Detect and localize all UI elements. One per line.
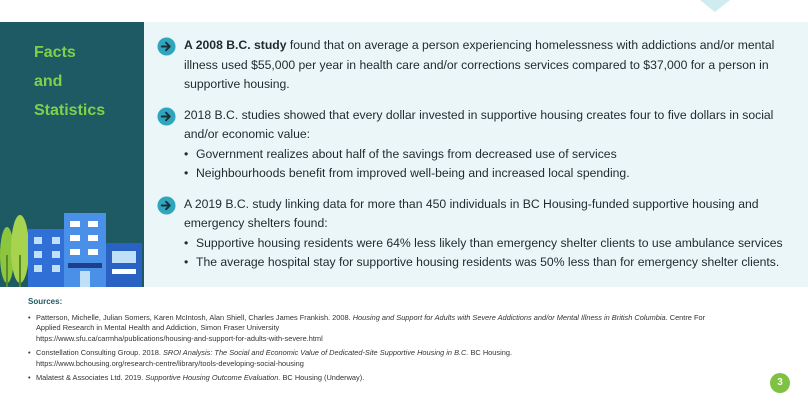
sidebar-title-line: Statistics (34, 102, 106, 119)
bullet-item: • Supportive housing residents were 64% less likely than emergency shelter clients to use ambulance services (184, 234, 797, 254)
fact-body: 2018 B.C. studies showed that every dollar invested in supportive housing creates four to five dollars in social and/or economic value: (184, 107, 774, 141)
sidebar-title-line: Facts (34, 44, 76, 61)
tab-notch (700, 0, 730, 12)
source-text: Malatest & Associates Ltd. 2019. (36, 373, 146, 382)
buildings-illustration (0, 177, 144, 287)
fact-text (184, 195, 797, 273)
fact-bullets (184, 234, 797, 273)
source-link[interactable]: https://www.bchousing.org/research-centre/library/tools-developing-social-housing (36, 358, 304, 368)
sources-heading: Sources: (28, 297, 63, 306)
source-title: Housing and Support for Adults with Severe Addictions and/or Mental Illness in British Columbia (352, 312, 666, 322)
bullet-item: • Neighbourhoods benefit from improved well-being and increased local spending. (184, 164, 797, 184)
source-title: SROI Analysis: The Social and Economic Value of Dedicated-Site Supportive Housing in B.C. (162, 348, 469, 357)
source-entry (28, 373, 728, 384)
source-entry (28, 313, 728, 345)
page-number-badge: 3 (770, 373, 790, 393)
bullet-item: • The average hospital stay for supportive housing residents was 50% less than for emergency shelter clients. (184, 253, 797, 273)
fact-bullets (184, 145, 797, 184)
source-text: Patterson, Michelle, Julian Somers, Karen McIntosh, Alan Shiell, Charles James Frankish. 2008. (36, 312, 353, 322)
bullet-item: • Government realizes about half of the savings from decreased use of services (184, 145, 797, 165)
facts-list (157, 36, 797, 284)
sidebar-title-line: and (34, 73, 63, 90)
fact-text (184, 106, 797, 184)
source-text: BC Housing (Underway). (280, 373, 365, 382)
sidebar-title (34, 38, 105, 125)
sources-section (28, 297, 728, 388)
arrow-circle-icon (157, 37, 176, 56)
fact-lead: A 2008 B.C. study (184, 38, 287, 52)
fact-item (157, 36, 797, 95)
source-text: Constellation Consulting Group. 2018. (36, 348, 163, 357)
fact-item (157, 195, 797, 273)
source-text: BC Housing. (468, 348, 512, 357)
fact-text (184, 36, 797, 95)
fact-body: A 2019 B.C. study linking data for more than 450 individuals in BC Housing-funded supportive housing and emergency shelters found: (184, 196, 759, 230)
sidebar (0, 22, 144, 287)
source-link[interactable]: https://www.sfu.ca/carmha/publications/housing-and-support-for-adults-with-severe.html (36, 333, 323, 343)
arrow-circle-icon (157, 107, 176, 126)
source-title: Supportive Housing Outcome Evaluation. (145, 373, 281, 382)
arrow-circle-icon (157, 196, 176, 215)
source-text: . Centre For Applied Research in Mental Health and Addiction, Simon Fraser University (36, 312, 706, 332)
fact-item (157, 106, 797, 184)
fact-body: found that on average a person experiencing homelessness with addictions and/or mental illness used $55,000 per year in health care and/or corrections services compared to $37,000 for a person in supportive housing. (184, 38, 775, 91)
source-entry (28, 348, 728, 369)
